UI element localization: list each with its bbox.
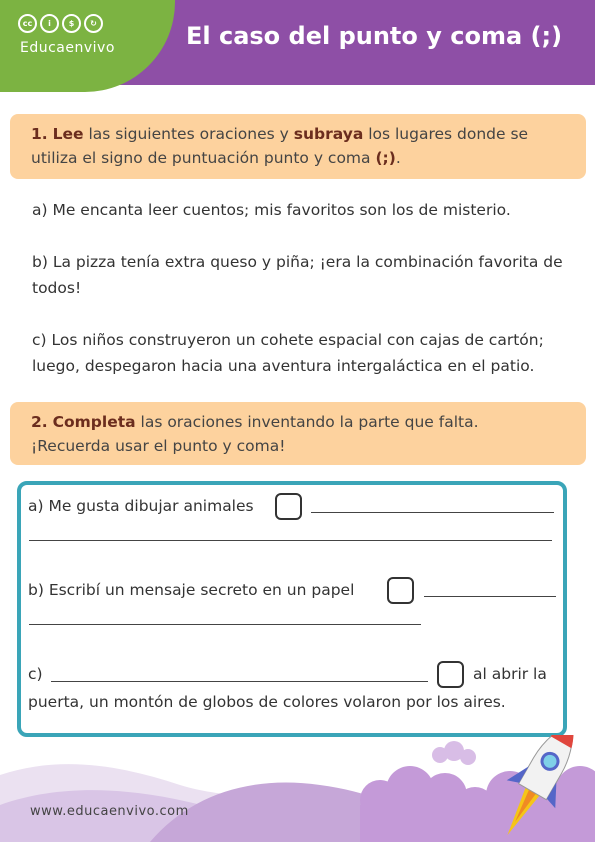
exercise1-text-c: . xyxy=(395,149,401,167)
item-c-blank[interactable] xyxy=(51,681,428,682)
item-a-blank-1[interactable] xyxy=(311,512,554,513)
sentence-c: c) Los niños construyeron un cohete espacial con cajas de cartón; luego, despegaron hacia una aventura intergaláctica en el patio. xyxy=(32,331,544,375)
nc-icon: $ xyxy=(62,14,81,33)
cc-icon: cc xyxy=(18,14,37,33)
brand-name: Educaenvivo xyxy=(20,40,115,56)
item-a-blank-2[interactable] xyxy=(29,540,552,541)
sa-icon: ↻ xyxy=(84,14,103,33)
exercise1-bold-subraya: subraya xyxy=(293,125,364,143)
item-c-label: c) xyxy=(28,665,43,683)
exercise1-text-a: las siguientes oraciones y xyxy=(83,125,294,143)
exercise1-bold-semicolon: (;) xyxy=(375,149,396,167)
exercise1-number: 1. xyxy=(31,125,48,143)
item-b-blank-1[interactable] xyxy=(424,596,556,597)
exercise2-verb: Completa xyxy=(52,413,136,431)
item-a-punctuation-box[interactable] xyxy=(275,493,302,520)
footer-decoration xyxy=(0,735,595,842)
exercise2-instructions xyxy=(10,402,586,465)
exercise2-text-a: las oraciones inventando la parte que falta. xyxy=(135,413,479,431)
item-b-blank-2[interactable] xyxy=(29,624,421,625)
item-b-text: b) Escribí un mensaje secreto en un papel xyxy=(28,581,355,599)
license-icons xyxy=(18,14,103,33)
sentence-b: b) La pizza tenía extra queso y piña; ¡era la combinación favorita de todos! xyxy=(32,253,563,297)
item-c-text-end: puerta, un montón de globos de colores volaron por los aires. xyxy=(28,693,506,711)
exercise1-text xyxy=(10,114,586,170)
exercise2-number: 2. xyxy=(31,413,48,431)
footer-url[interactable]: www.educaenvivo.com xyxy=(30,804,189,819)
item-a-text: a) Me gusta dibujar animales xyxy=(28,497,254,515)
exercise2-text-b: ¡Recuerda usar el punto y coma! xyxy=(31,437,286,455)
sentence-a: a) Me encanta leer cuentos; mis favoritos son los de misterio. xyxy=(32,201,511,219)
exercise1-instructions xyxy=(10,114,586,179)
page-title: El caso del punto y coma (;) xyxy=(186,22,563,50)
exercise1-text-b: los lugares donde se utiliza el signo de puntuación punto y coma xyxy=(31,125,529,167)
by-icon: i xyxy=(40,14,59,33)
item-b-punctuation-box[interactable] xyxy=(387,577,414,604)
exercise1-verb: Lee xyxy=(52,125,84,143)
exercise2-text xyxy=(10,402,586,458)
item-c-text-mid: al abrir la xyxy=(473,665,547,683)
item-c-punctuation-box[interactable] xyxy=(437,661,464,688)
